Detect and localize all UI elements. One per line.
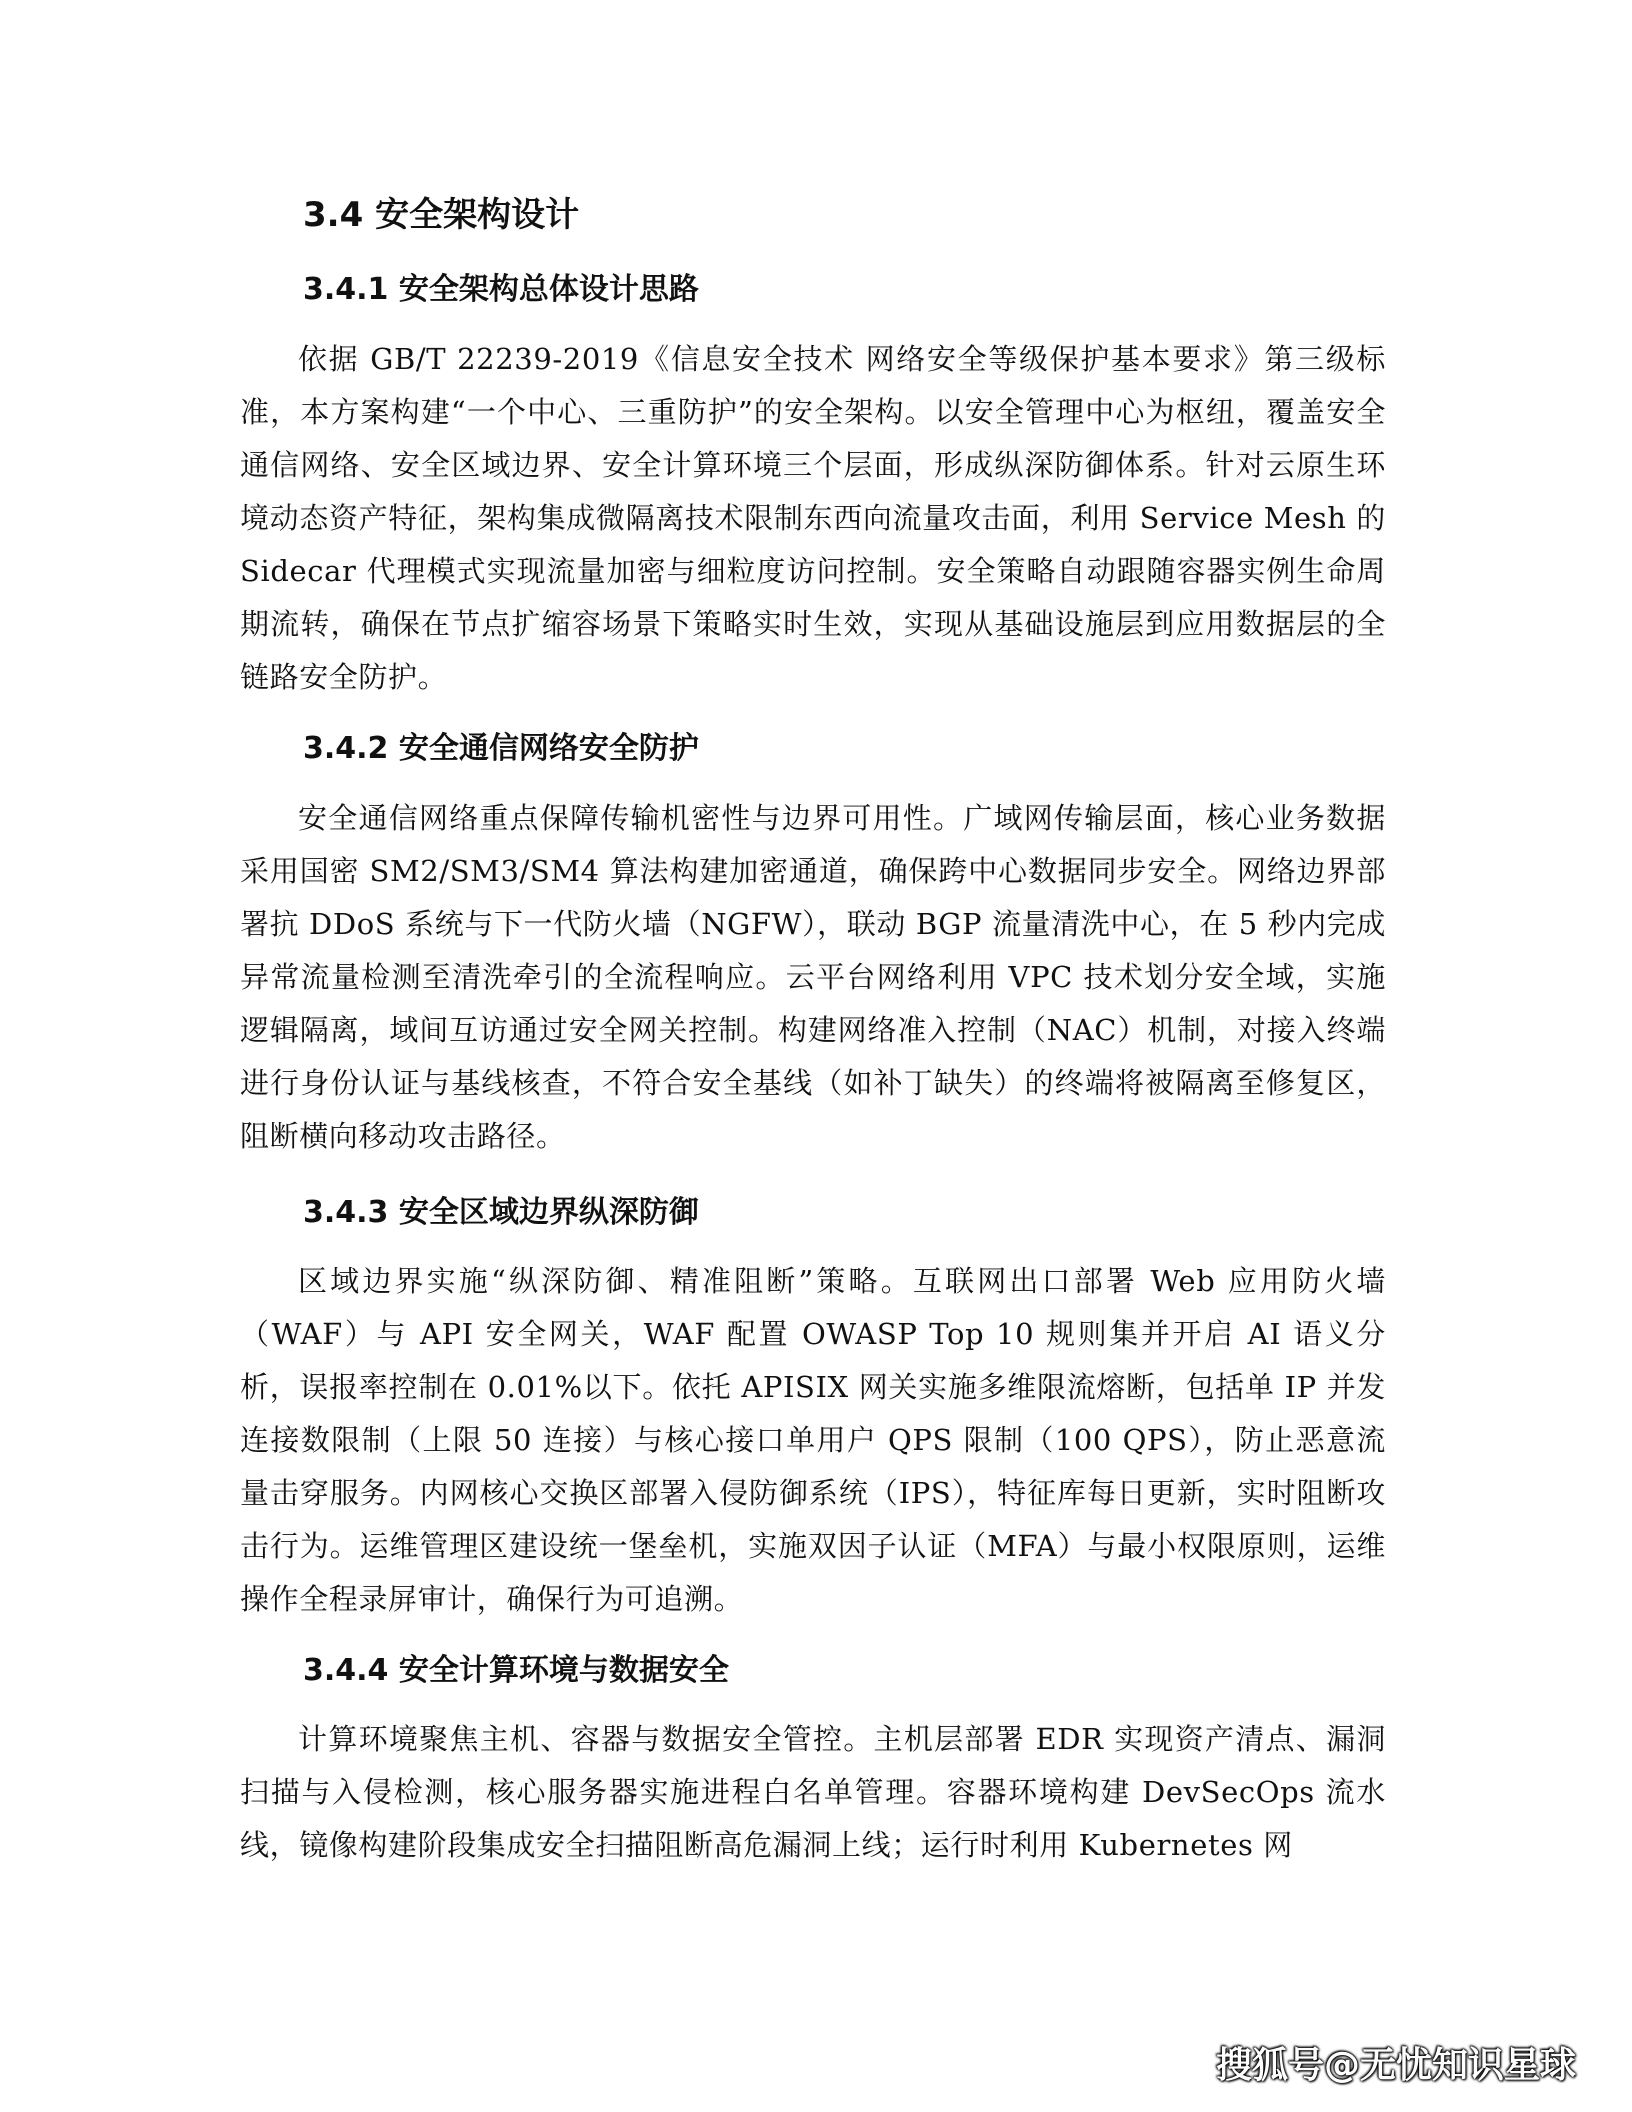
subsection-paragraph-1: 依据 GB/T 22239-2019《信息安全技术 网络安全等级保护基本要求》第三级标准，本方案构建“一个中心、三重防护”的安全架构。以安全管理中心为枢纽，覆盖安全通信网络、安全区域边界、安全计算环境三个层面，形成纵深防御体系。针对云原生环境动态资产特征，架构集成微隔离技术限制东西向流量攻击面，利用 Service Mesh 的 Sidecar 代理模式实现流量加密与细粒度访问控制。安全策略自动跟随容器实例生命周期流转，确保在节点扩缩容场景下策略实时生效，实现从基础设施层到应用数据层的全链路安全防护。 [240,342,1386,694]
subsection-heading-3: 3.4.3 安全区域边界纵深防御 [303,1195,699,1230]
subsection-heading-2: 3.4.2 安全通信网络安全防护 [303,731,699,766]
subsection-heading-1: 3.4.1 安全架构总体设计思路 [303,272,699,307]
subsection-paragraph-4: 计算环境聚焦主机、容器与数据安全管控。主机层部署 EDR 实现资产清点、漏洞扫描与入侵检测，核心服务器实施进程白名单管理。容器环境构建 DevSecOps 流水线，镜像构建阶段集成安全扫描阻断高危漏洞上线；运行时利用 Kubernetes 网 [240,1722,1386,1862]
source-watermark: 搜狐号@无忧知识星球 [1215,2045,1576,2086]
section-heading: 3.4 安全架构设计 [303,195,580,235]
subsection-paragraph-3: 区域边界实施“纵深防御、精准阻断”策略。互联网出口部署 Web 应用防火墙（WAF）与 API 安全网关，WAF 配置 OWASP Top 10 规则集并开启 AI 语义分析，误报率控制在 0.01%以下。依托 APISIX 网关实施多维限流熔断，包括单 IP 并发连接数限制（上限 50 连接）与核心接口单用户 QPS 限制（100 QPS），防止恶意流量击穿服务。内网核心交换区部署入侵防御系统（IPS），特征库每日更新，实时阻断攻击行为。运维管理区建设统一堡垒机，实施双因子认证（MFA）与最小权限原则，运维操作全程录屏审计，确保行为可追溯。 [240,1264,1386,1616]
subsection-paragraph-2: 安全通信网络重点保障传输机密性与边界可用性。广域网传输层面，核心业务数据采用国密 SM2/SM3/SM4 算法构建加密通道，确保跨中心数据同步安全。网络边界部署抗 DDoS 系统与下一代防火墙（NGFW），联动 BGP 流量清洗中心，在 5 秒内完成异常流量检测至清洗牵引的全流程响应。云平台网络利用 VPC 技术划分安全域，实施逻辑隔离，域间互访通过安全网关控制。构建网络准入控制（NAC）机制，对接入终端进行身份认证与基线核查，不符合安全基线（如补丁缺失）的终端将被隔离至修复区，阻断横向移动攻击路径。 [240,801,1386,1153]
subsection-heading-4: 3.4.4 安全计算环境与数据安全 [303,1653,729,1688]
